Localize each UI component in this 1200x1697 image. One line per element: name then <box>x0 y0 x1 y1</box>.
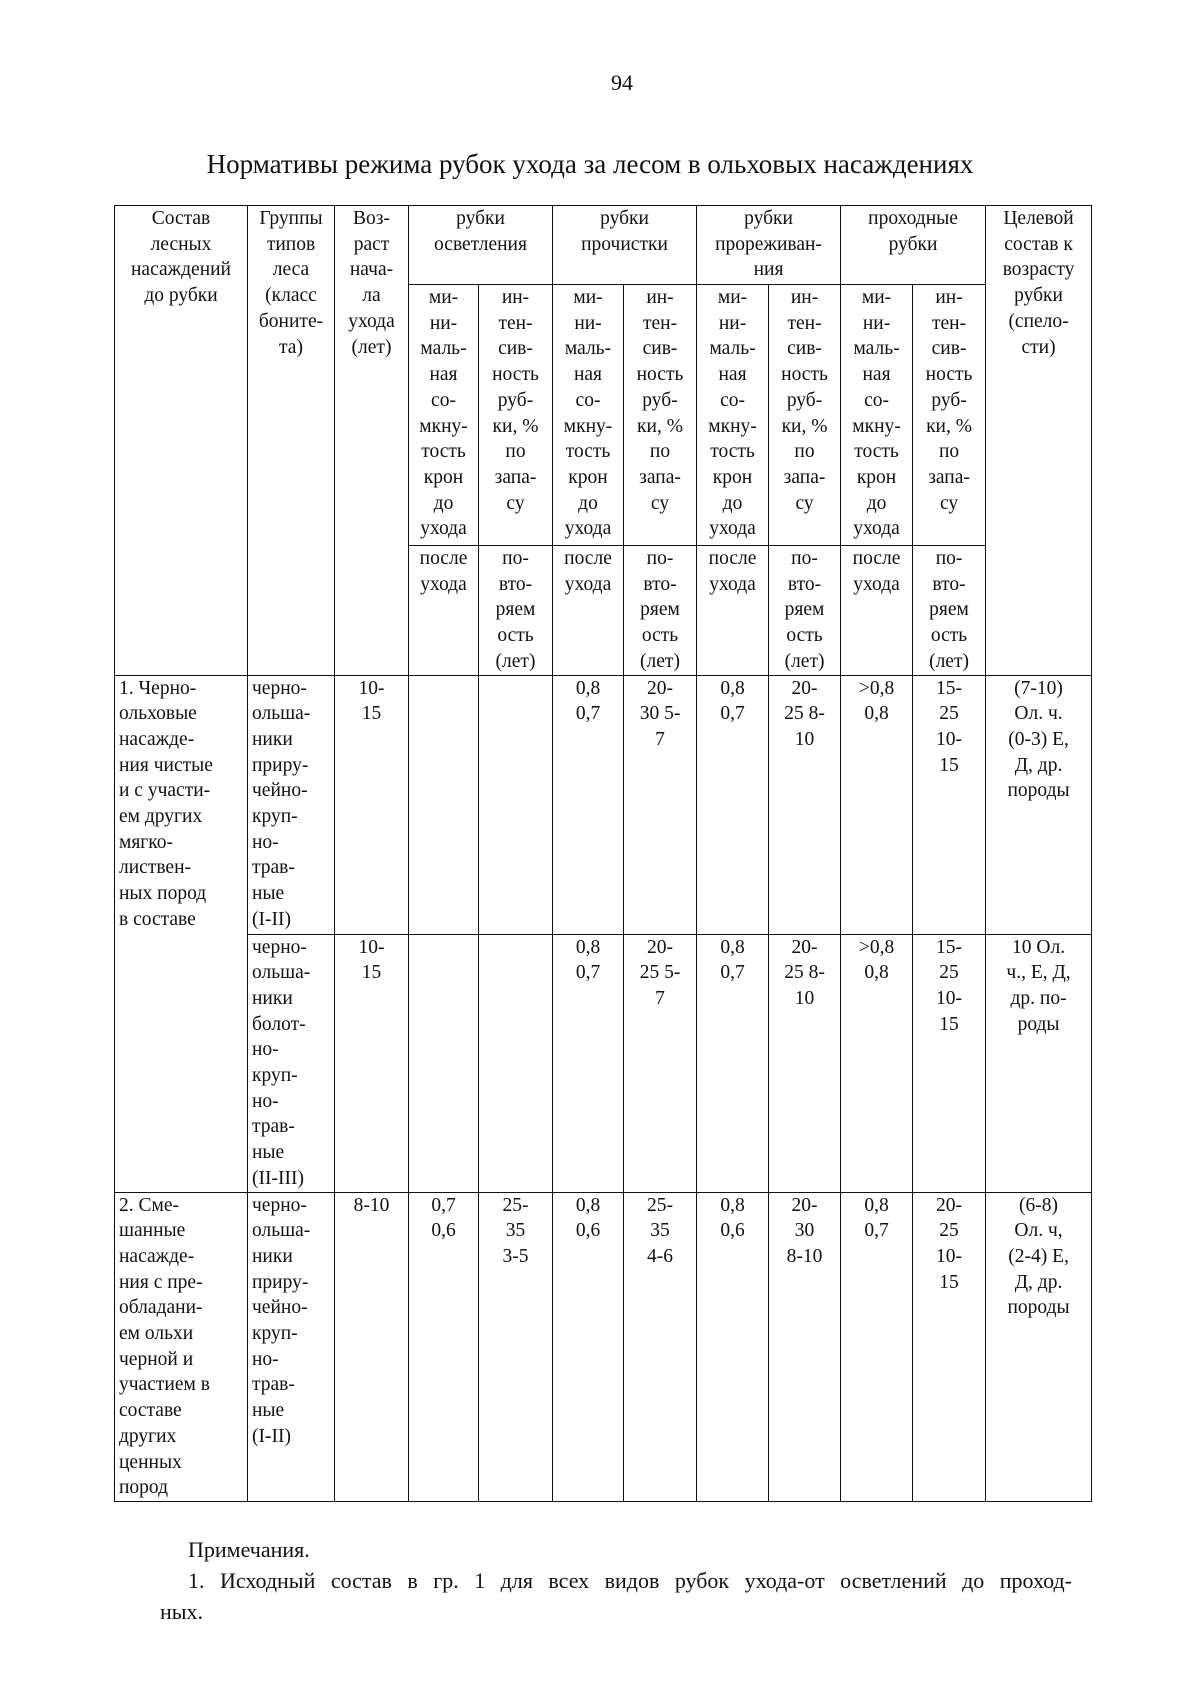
header-prorezh-repeat: по- вто- ряем ость (лет) <box>769 546 841 676</box>
table-row <box>115 675 1092 934</box>
notes-heading: Примечания. <box>188 1537 310 1562</box>
cell-osv-intensity: 25- 35 3-5 <box>479 1192 553 1501</box>
cell-proch-density: 0,8 0,6 <box>553 1192 624 1501</box>
header-prokh-min-density: ми- ни- маль- ная со- мкну- тость крон до ухода <box>841 285 913 546</box>
header-prorezh-after-care: после ухода <box>697 546 769 676</box>
cell-age: 10- 15 <box>335 934 409 1192</box>
header-prokh-repeat: по- вто- ряем ость (лет) <box>913 546 986 676</box>
cell-osv-density <box>409 675 479 934</box>
note-1-line-1: 1. Исходный состав в гр. 1 для всех видов рубок ухода-от осветлений до проход- <box>188 1568 1072 1593</box>
cell-prokh-density: >0,8 0,8 <box>841 934 913 1192</box>
cell-prokh-density: >0,8 0,8 <box>841 675 913 934</box>
header-cut-prochistki: рубки прочистки <box>553 206 697 285</box>
notes-section <box>0 1534 1200 1627</box>
cell-prorezh-intensity: 20- 30 8-10 <box>769 1192 841 1501</box>
table-row <box>115 1192 1092 1501</box>
header-cut-prokhodnye: проходные рубки <box>841 206 986 285</box>
header-osv-intensity: ин- тен- сив- ность руб- ки, % по запа- су <box>479 285 553 546</box>
cell-prokh-intensity: 15- 25 10- 15 <box>913 934 986 1192</box>
cell-target: (7-10) Ол. ч. (0-3) Е, Д, др. породы <box>986 675 1092 934</box>
header-osv-repeat: по- вто- ряем ость (лет) <box>479 546 553 676</box>
cell-proch-intensity: 25- 35 4-6 <box>624 1192 697 1501</box>
cell-osv-density <box>409 934 479 1192</box>
cell-group: черно- ольша- ники приру- чейно- круп- но- трав- ные (I-II) <box>248 675 335 934</box>
cell-target: 10 Ол. ч., Е, Д, др. по- роды <box>986 934 1092 1192</box>
header-proch-repeat: по- вто- ряем ость (лет) <box>624 546 697 676</box>
header-cut-prorezhivanie: рубки прореживан- ния <box>697 206 841 285</box>
page-title: Нормативы режима рубок ухода за лесом в ольховых насаждениях <box>206 149 974 179</box>
header-proch-after-care: после ухода <box>553 546 624 676</box>
cell-prorezh-intensity: 20- 25 8- 10 <box>769 934 841 1192</box>
cell-osv-intensity <box>479 934 553 1192</box>
cell-prorezh-intensity: 20- 25 8- 10 <box>769 675 841 934</box>
header-start-age: Воз- раст нача- ла ухода (лет) <box>335 206 409 676</box>
cell-proch-density: 0,8 0,7 <box>553 675 624 934</box>
cell-prokh-intensity: 20- 25 10- 15 <box>913 1192 986 1501</box>
header-prorezh-intensity: ин- тен- сив- ность руб- ки, % по запа- су <box>769 285 841 546</box>
cell-age: 10- 15 <box>335 675 409 934</box>
cell-proch-intensity: 20- 25 5- 7 <box>624 934 697 1192</box>
cell-prokh-density: 0,8 0,7 <box>841 1192 913 1501</box>
header-forest-groups: Группы типов леса (класс боните- та) <box>248 206 335 676</box>
header-osv-after-care: после ухода <box>409 546 479 676</box>
cell-group: черно- ольша- ники болот- но- круп- но- трав- ные (II-III) <box>248 934 335 1192</box>
cell-osv-intensity <box>479 675 553 934</box>
header-proch-intensity: ин- тен- сив- ность руб- ки, % по запа- су <box>624 285 697 546</box>
cell-composition: 1. Черно- ольховые насажде- ния чистые и с участи- ем других мягко- листвен- ных пород в составе <box>115 675 248 1192</box>
cell-composition: 2. Сме- шанные насажде- ния с пре- обладани- ем ольхи черной и участием в составе других ценных пород <box>115 1192 248 1501</box>
norms-table <box>114 205 1092 1502</box>
page-number: 94 <box>611 70 633 95</box>
cell-prokh-intensity: 15- 25 10- 15 <box>913 675 986 934</box>
header-prorezh-min-density: ми- ни- маль- ная со- мкну- тость крон до ухода <box>697 285 769 546</box>
note-1-line-2: ных. <box>160 1599 204 1624</box>
header-cut-osvetlenie: рубки осветления <box>409 206 553 285</box>
cell-prorezh-density: 0,8 0,7 <box>697 675 769 934</box>
cell-target: (6-8) Ол. ч, (2-4) Е, Д, др. породы <box>986 1192 1092 1501</box>
cell-proch-intensity: 20- 30 5- 7 <box>624 675 697 934</box>
header-prokh-intensity: ин- тен- сив- ность руб- ки, % по запа- су <box>913 285 986 546</box>
header-prokh-after-care: после ухода <box>841 546 913 676</box>
cell-proch-density: 0,8 0,7 <box>553 934 624 1192</box>
header-osv-min-density: ми- ни- маль- ная со- мкну- тость крон до ухода <box>409 285 479 546</box>
header-proch-min-density: ми- ни- маль- ная со- мкну- тость крон до ухода <box>553 285 624 546</box>
header-composition: Состав лесных насаждений до рубки <box>115 206 248 676</box>
cell-prorezh-density: 0,8 0,6 <box>697 1192 769 1501</box>
cell-osv-density: 0,7 0,6 <box>409 1192 479 1501</box>
cell-prorezh-density: 0,8 0,7 <box>697 934 769 1192</box>
header-target-composition: Целевой состав к возрасту рубки (спело- сти) <box>986 206 1092 676</box>
cell-group: черно- ольша- ники приру- чейно- круп- но- трав- ные (I-II) <box>248 1192 335 1501</box>
cell-age: 8-10 <box>335 1192 409 1501</box>
table-row <box>115 934 1092 1192</box>
